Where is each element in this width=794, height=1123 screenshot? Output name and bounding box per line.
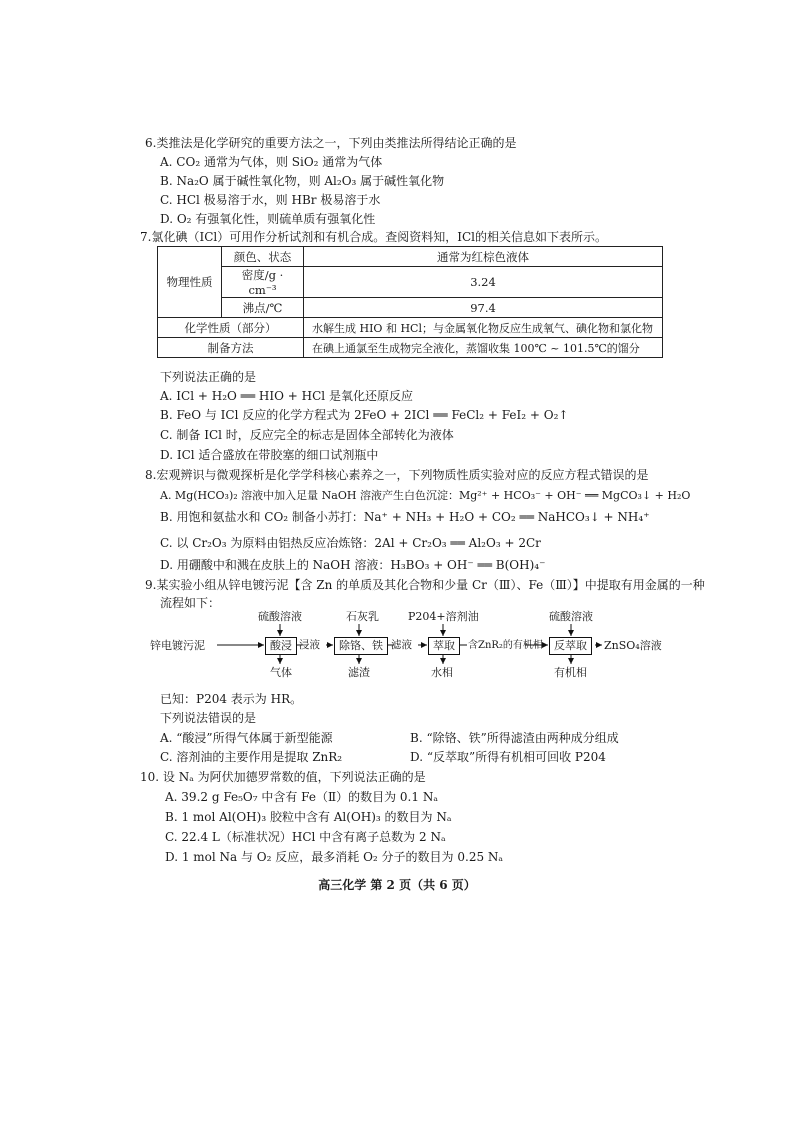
q9-prompt: 下列说法错误的是 bbox=[160, 711, 257, 725]
flow-end-znso4: ZnSO₄溶液 bbox=[604, 639, 662, 652]
bp-value: 97.4 bbox=[304, 298, 663, 318]
step-remove-cr-fe: 除铬、铁 bbox=[334, 637, 388, 655]
bp-label: 沸点/℃ bbox=[222, 298, 304, 318]
product-aqueous-phase: 水相 bbox=[431, 666, 453, 679]
q9-known: 已知：P204 表示为 HR。 bbox=[160, 692, 303, 706]
q10-option-b: B. 1 mol Al(OH)₃ 胶粒中含有 Al(OH)₃ 的数目为 Nₐ bbox=[165, 810, 452, 824]
density-label: 密度/g · cm⁻³ bbox=[222, 267, 304, 298]
q6-option-c: C. HCl 极易溶于水，则 HBr 极易溶于水 bbox=[160, 193, 381, 207]
step-back-extraction: 反萃取 bbox=[549, 637, 592, 655]
q10-option-a: A. 39.2 g Fe₅O₇ 中含有 Fe（Ⅱ）的数目为 0.1 Nₐ bbox=[165, 790, 438, 804]
q10-stem: 10. 设 Nₐ 为阿伏加德罗常数的值，下列说法正确的是 bbox=[140, 770, 426, 784]
q9-option-a: A. “酸浸”所得气体属于新型能源 bbox=[160, 731, 333, 745]
product-organic-phase: 有机相 bbox=[554, 666, 587, 679]
product-filter-residue: 滤渣 bbox=[348, 666, 370, 679]
q6-option-d: D. O₂ 有强氧化性，则硫单质有强氧化性 bbox=[160, 212, 376, 226]
flow-start-sludge: 锌电镀污泥 bbox=[150, 639, 205, 652]
q7-option-d: D. ICl 适合盛放在带胶塞的细口试剂瓶中 bbox=[160, 448, 379, 462]
q9-stem-line2: 流程如下： bbox=[160, 596, 221, 610]
q8-option-d: D. 用硼酸中和溅在皮肤上的 NaOH 溶液：H₃BO₃ + OH⁻ ══ B(OH)₄⁻ bbox=[160, 558, 546, 572]
q9-option-b: B. “除铬、铁”所得滤渣由两种成分组成 bbox=[410, 731, 619, 745]
q10-option-c: C. 22.4 L（标准状况）HCl 中含有离子总数为 2 Nₐ bbox=[165, 830, 446, 844]
q8-option-c: C. 以 Cr₂O₃ 为原料由铝热反应冶炼铬：2Al + Cr₂O₃ ══ Al₂O₃ + 2Cr bbox=[160, 536, 541, 550]
q8-stem: 8.宏观辨识与微观探析是化学学科核心素养之一，下列物质性质实验对应的反应方程式错误的是 bbox=[145, 468, 649, 482]
q7-option-a: A. ICl + H₂O ══ HIO + HCl 是氧化还原反应 bbox=[160, 389, 413, 403]
prep-label: 制备方法 bbox=[158, 338, 304, 358]
q9-option-d: D. “反萃取”所得有机相可回收 P204 bbox=[410, 750, 606, 764]
reagent-p204: P204+溶剂油 bbox=[408, 610, 479, 623]
reagent-sulfuric-acid-1: 硫酸溶液 bbox=[258, 610, 302, 623]
chem-label: 化学性质（部分） bbox=[158, 318, 304, 338]
icl-info-table bbox=[157, 246, 663, 358]
reagent-sulfuric-acid-2: 硫酸溶液 bbox=[549, 610, 593, 623]
chem-value: 水解生成 HIO 和 HCl；与金属氧化物反应生成氧气、碘化物和氯化物 bbox=[304, 318, 663, 338]
q9-stem-line1: 9.某实验小组从锌电镀污泥【含 Zn 的单质及其化合物和少量 Cr（Ⅲ）、Fe（Ⅲ）】中提取有用金属的一种 bbox=[145, 578, 705, 592]
q6-stem: 6.类推法是化学研究的重要方法之一，下列由类推法所得结论正确的是 bbox=[145, 136, 517, 150]
q8-option-a: A. Mg(HCO₃)₂ 溶液中加入足量 NaOH 溶液产生白色沉淀：Mg²⁺ + HCO₃⁻ + OH⁻ ══ MgCO₃↓ + H₂O bbox=[160, 489, 691, 502]
q7-option-b: B. FeO 与 ICl 反应的化学方程式为 2FeO + 2ICl ══ FeCl₂ + FeI₂ + O₂↑ bbox=[160, 408, 569, 422]
q7-prompt: 下列说法正确的是 bbox=[160, 370, 257, 384]
phys-label: 物理性质 bbox=[158, 247, 222, 318]
q7-option-c: C. 制备 ICl 时，反应完全的标志是固体全部转化为液体 bbox=[160, 428, 454, 442]
q10-option-d: D. 1 mol Na 与 O₂ 反应，最多消耗 O₂ 分子的数目为 0.25 Nₐ bbox=[165, 850, 504, 864]
product-gas: 气体 bbox=[270, 666, 292, 679]
color-value: 通常为红棕色液体 bbox=[304, 247, 663, 267]
flow-organic-phase-znr2: 含ZnR₂的有机相 bbox=[468, 640, 543, 651]
q8-option-b: B. 用饱和氨盐水和 CO₂ 制备小苏打：Na⁺ + NH₃ + H₂O + CO₂ ══ NaHCO₃↓ + NH₄⁺ bbox=[160, 510, 650, 524]
step-acid-leach: 酸浸 bbox=[265, 637, 297, 655]
flow-filtrate: 滤液 bbox=[391, 639, 412, 651]
flow-leachate: 浸液 bbox=[299, 639, 320, 651]
step-extraction: 萃取 bbox=[428, 637, 460, 655]
q9-option-c: C. 溶剂油的主要作用是提取 ZnR₂ bbox=[160, 750, 343, 764]
density-value: 3.24 bbox=[304, 267, 663, 298]
q6-option-b: B. Na₂O 属于碱性氧化物，则 Al₂O₃ 属于碱性氧化物 bbox=[160, 174, 445, 188]
reagent-lime-milk: 石灰乳 bbox=[346, 610, 379, 623]
prep-value: 在碘上通氯至生成物完全液化，蒸馏收集 100℃ ~ 101.5℃的馏分 bbox=[304, 338, 663, 358]
color-label: 颜色、状态 bbox=[222, 247, 304, 267]
page-footer: 高三化学 第 2 页（共 6 页） bbox=[318, 878, 476, 892]
process-flow-diagram bbox=[150, 610, 670, 682]
q6-option-a: A. CO₂ 通常为气体，则 SiO₂ 通常为气体 bbox=[160, 155, 383, 169]
q7-stem: 7.氯化碘（ICl）可用作分析试剂和有机合成。查阅资料知，ICl的相关信息如下表所示。 bbox=[140, 230, 607, 244]
